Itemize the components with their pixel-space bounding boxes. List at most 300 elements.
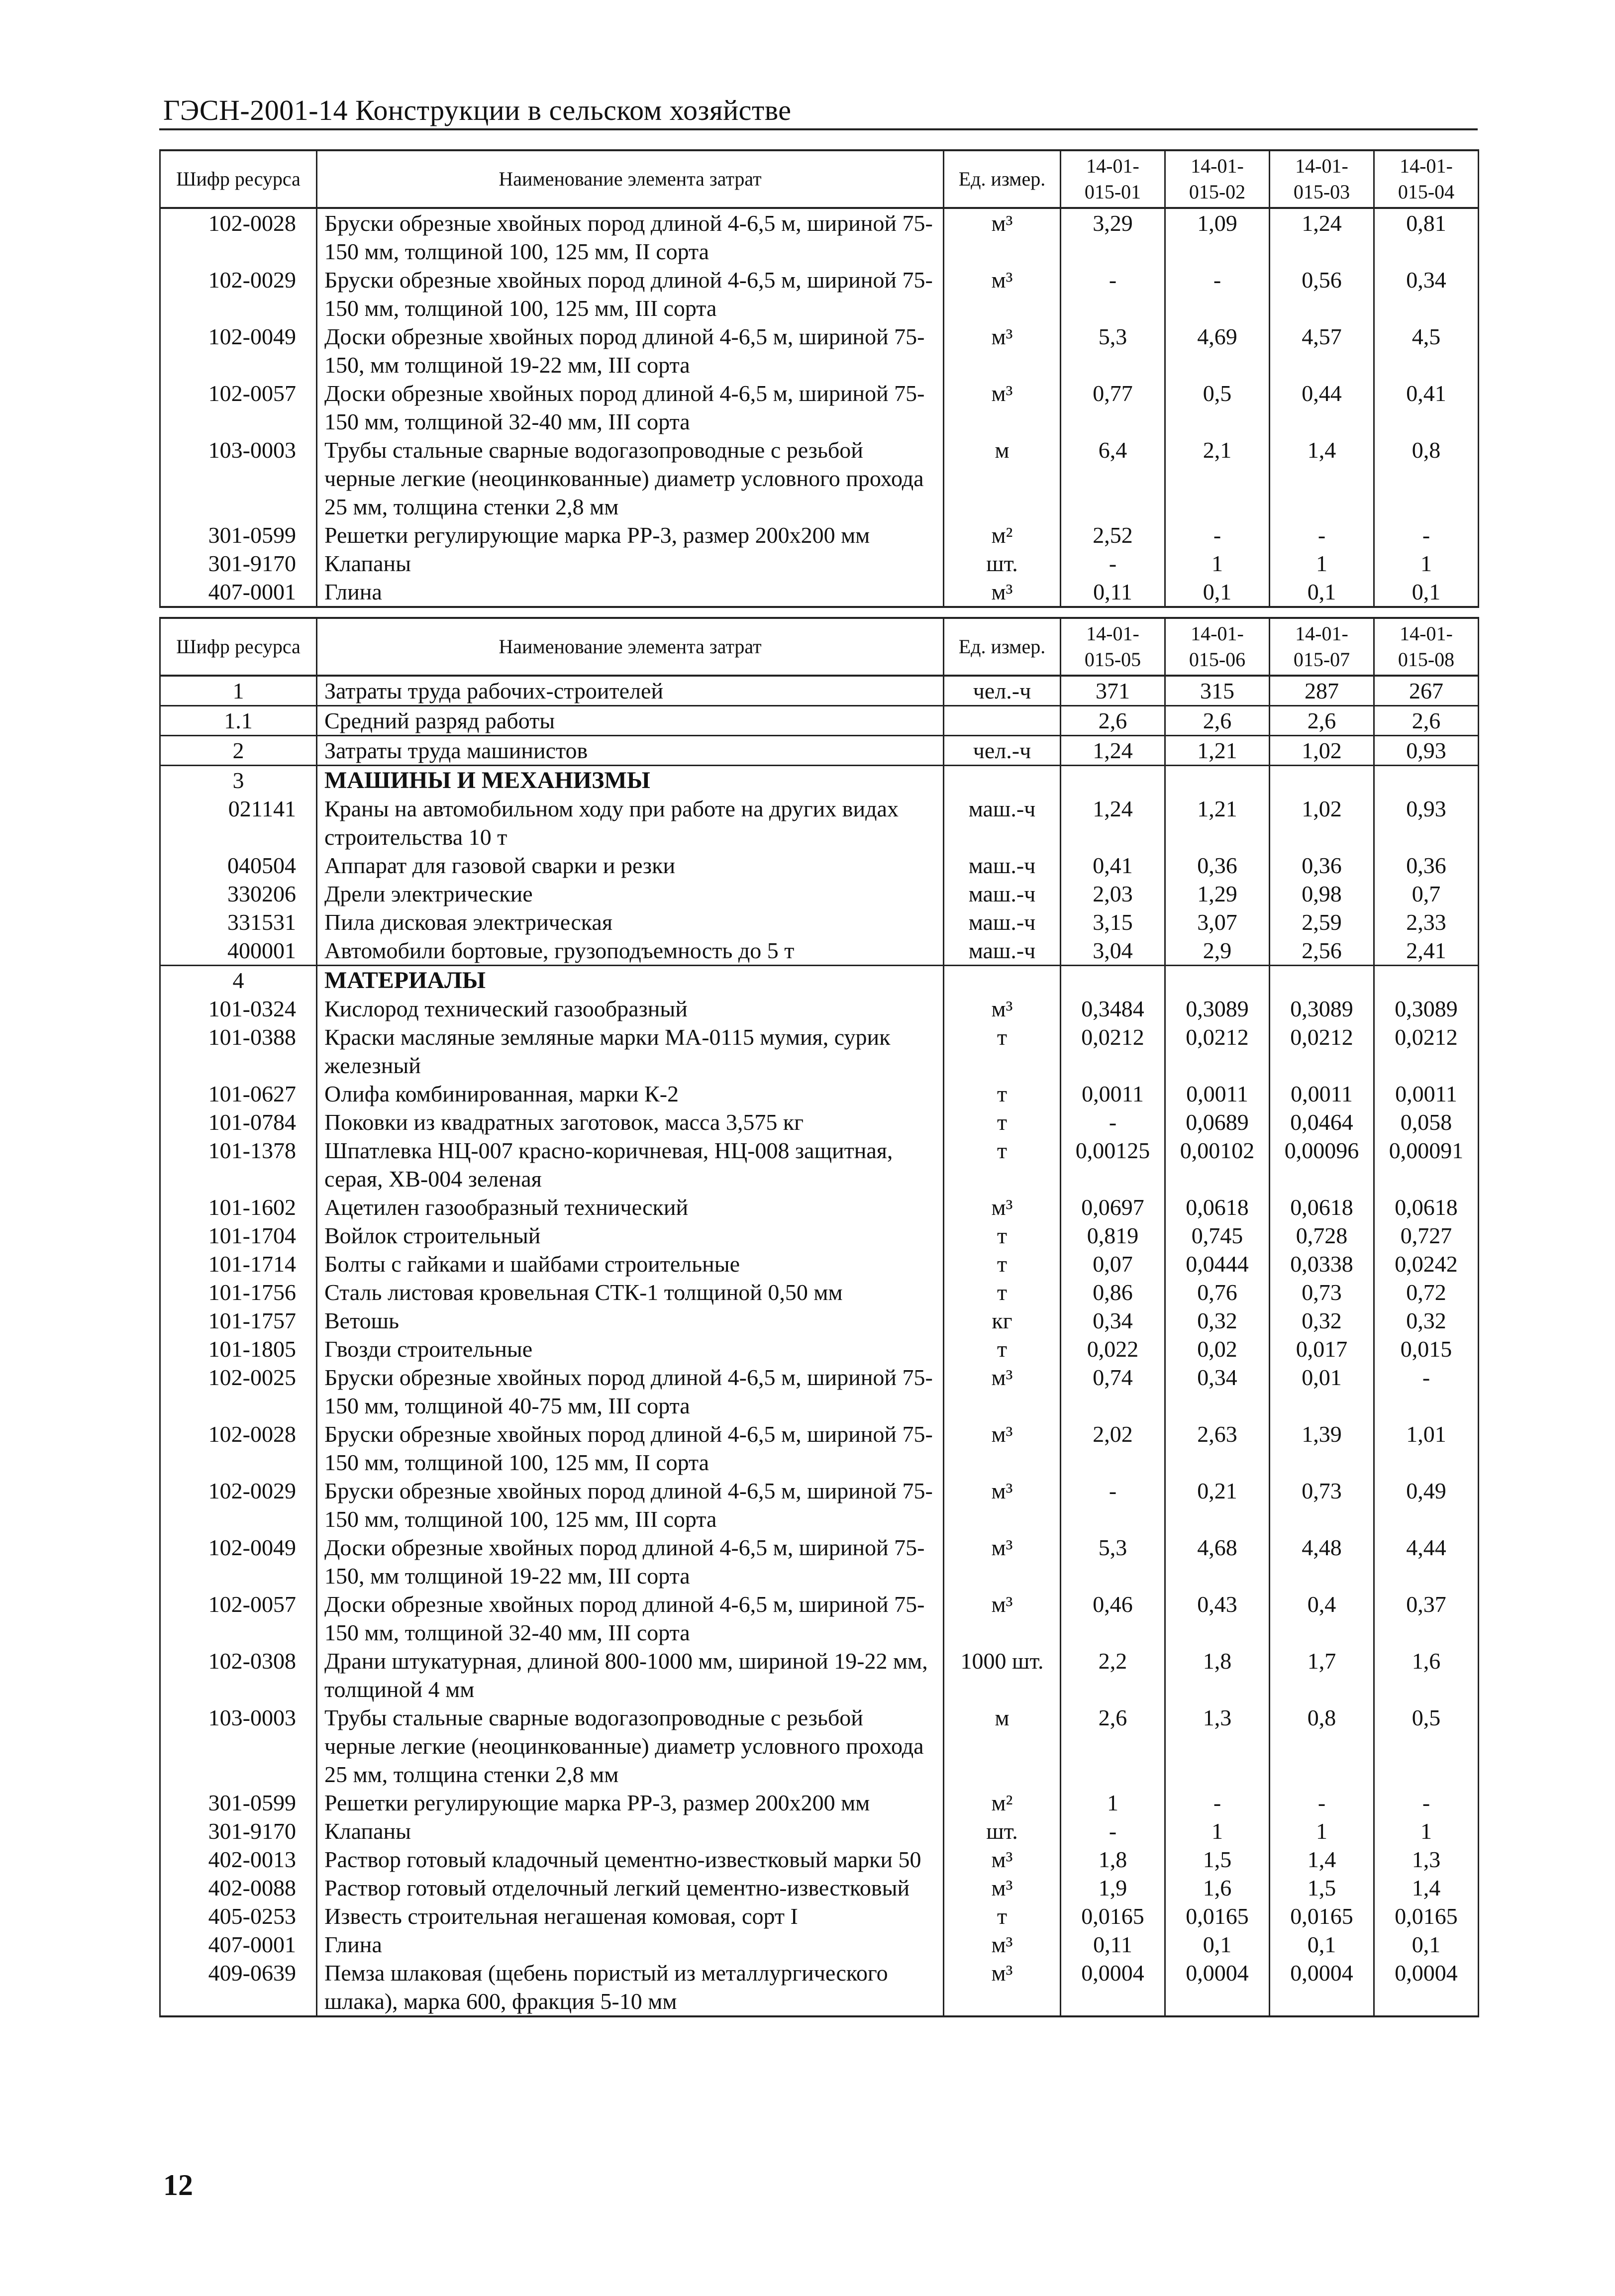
value-cell: 0,76: [1165, 1278, 1270, 1306]
value-cell: 0,0011: [1061, 1080, 1165, 1108]
value-cell: 0,8: [1374, 436, 1479, 521]
value-cell: 0,34: [1165, 1363, 1270, 1420]
value-cell: 1,02: [1270, 736, 1374, 766]
value-cell: 0,72: [1374, 1278, 1479, 1306]
unit-cell: т: [944, 1080, 1061, 1108]
value-cell: 2,33: [1374, 908, 1479, 936]
value-cell: 1,3: [1165, 1703, 1270, 1789]
table-row: [160, 1817, 1479, 1845]
resource-name-cell: Затраты труда машинистов: [317, 736, 944, 766]
value-cell: 5,3: [1061, 1533, 1165, 1590]
value-cell: 2,02: [1061, 1420, 1165, 1477]
table-header-row: [160, 150, 1479, 208]
unit-cell: маш.-ч: [944, 795, 1061, 851]
resource-code-cell: 102-0029: [160, 1477, 317, 1533]
table-row: [160, 936, 1479, 966]
value-cell: 0,0242: [1374, 1250, 1479, 1278]
value-cell: 371: [1061, 676, 1165, 706]
value-cell: 1,4: [1270, 436, 1374, 521]
value-cell: 0,1: [1374, 578, 1479, 607]
resource-name-cell: Бруски обрезные хвойных пород длиной 4-6,5 м, шириной 75-150 мм, толщиной 100, 125 мм, III сорта: [317, 266, 944, 322]
value-cell: 0,0165: [1165, 1902, 1270, 1930]
value-cell: 0,0004: [1374, 1959, 1479, 2016]
header-rule: [159, 128, 1478, 130]
resource-code-cell: 101-1714: [160, 1250, 317, 1278]
table-row: [160, 1902, 1479, 1930]
resource-code-cell: 101-1602: [160, 1193, 317, 1221]
table-row: [160, 1335, 1479, 1363]
value-cell: 0,0444: [1165, 1250, 1270, 1278]
value-cell: 2,6: [1061, 1703, 1165, 1789]
resource-code-cell: 102-0308: [160, 1647, 317, 1703]
header-col-1: 14-01- 015-05: [1061, 618, 1165, 676]
value-cell: -: [1061, 1477, 1165, 1533]
resource-name-cell: Драни штукатурная, длиной 800-1000 мм, шириной 19-22 мм, толщиной 4 мм: [317, 1647, 944, 1703]
resource-name-cell: Известь строительная негашеная комовая, сорт I: [317, 1902, 944, 1930]
resource-name-cell: Сталь листовая кровельная СТК-1 толщиной 0,50 мм: [317, 1278, 944, 1306]
resource-code-cell: 101-1805: [160, 1335, 317, 1363]
value-cell: 2,9: [1165, 936, 1270, 966]
unit-cell: маш.-ч: [944, 908, 1061, 936]
resource-code-cell: 301-9170: [160, 549, 317, 578]
resource-name-cell: Ветошь: [317, 1306, 944, 1335]
value-cell: 2,41: [1374, 936, 1479, 966]
unit-cell: маш.-ч: [944, 936, 1061, 966]
value-cell: 2,2: [1061, 1647, 1165, 1703]
value-cell: 0,56: [1270, 266, 1374, 322]
value-cell: 1: [1270, 1817, 1374, 1845]
value-cell: 0,01: [1270, 1363, 1374, 1420]
value-cell: 1: [1374, 1817, 1479, 1845]
value-cell: 1,21: [1165, 795, 1270, 851]
resource-name-cell: Ацетилен газообразный технический: [317, 1193, 944, 1221]
header-col-3: 14-01- 015-03: [1270, 150, 1374, 208]
value-cell: 0,32: [1270, 1306, 1374, 1335]
resource-code-cell: 021141: [160, 795, 317, 851]
resource-name-cell: Клапаны: [317, 1817, 944, 1845]
value-cell: 0,73: [1270, 1477, 1374, 1533]
resource-name-cell: Бруски обрезные хвойных пород длиной 4-6,5 м, шириной 75-150 мм, толщиной 100, 125 мм, II сорта: [317, 208, 944, 266]
value-cell: 0,0165: [1374, 1902, 1479, 1930]
value-cell: -: [1165, 521, 1270, 549]
unit-cell: м³: [944, 1874, 1061, 1902]
table-row: [160, 1703, 1479, 1789]
value-cell: 0,0689: [1165, 1108, 1270, 1136]
value-cell: 0,5: [1374, 1703, 1479, 1789]
table-row: [160, 1477, 1479, 1533]
value-cell: 0,0212: [1165, 1023, 1270, 1080]
value-cell: 3,15: [1061, 908, 1165, 936]
resource-name-cell: Решетки регулирующие марка РР-3, размер 200х200 мм: [317, 1789, 944, 1817]
value-cell: 2,56: [1270, 936, 1374, 966]
value-cell: 2,52: [1061, 521, 1165, 549]
resource-name-cell: Доски обрезные хвойных пород длиной 4-6,5 м, шириной 75-150, мм толщиной 19-22 мм, III сорта: [317, 1533, 944, 1590]
value-cell: -: [1061, 1817, 1165, 1845]
value-cell: 1,02: [1270, 795, 1374, 851]
resource-name-cell: Трубы стальные сварные водогазопроводные с резьбой черные легкие (неоцинкованные) диаметр условного прохода 25 мм, толщина стенки 2,8 мм: [317, 1703, 944, 1789]
value-cell: 4,69: [1165, 322, 1270, 379]
value-cell: 0,46: [1061, 1590, 1165, 1647]
table-row: [160, 266, 1479, 322]
value-cell: 1,39: [1270, 1420, 1374, 1477]
header-name: Наименование элемента затрат: [317, 150, 944, 208]
resource-code-cell: 102-0049: [160, 1533, 317, 1590]
value-cell: 287: [1270, 676, 1374, 706]
resource-name-cell: Олифа комбинированная, марки К-2: [317, 1080, 944, 1108]
value-cell: 0,21: [1165, 1477, 1270, 1533]
value-cell: 0,022: [1061, 1335, 1165, 1363]
unit-cell: м²: [944, 521, 1061, 549]
value-cell: 0,34: [1374, 266, 1479, 322]
unit-cell: [944, 966, 1061, 995]
value-cell: 1,01: [1374, 1420, 1479, 1477]
resource-code-cell: 102-0057: [160, 1590, 317, 1647]
table-row: [160, 1080, 1479, 1108]
value-cell: 0,0011: [1374, 1080, 1479, 1108]
unit-cell: шт.: [944, 549, 1061, 578]
header-unit: Ед. измер.: [944, 618, 1061, 676]
unit-cell: м³: [944, 322, 1061, 379]
value-cell: [1270, 766, 1374, 795]
table-row: [160, 1647, 1479, 1703]
resource-code-cell: 1: [160, 676, 317, 706]
table-row: [160, 1250, 1479, 1278]
unit-cell: 1000 шт.: [944, 1647, 1061, 1703]
value-cell: 2,6: [1061, 706, 1165, 736]
header-unit: Ед. измер.: [944, 150, 1061, 208]
unit-cell: м³: [944, 1959, 1061, 2016]
resource-code-cell: 331531: [160, 908, 317, 936]
value-cell: 6,4: [1061, 436, 1165, 521]
table-row: [160, 766, 1479, 795]
table-row: [160, 521, 1479, 549]
value-cell: 0,00096: [1270, 1136, 1374, 1193]
table-row: [160, 436, 1479, 521]
value-cell: 0,0618: [1165, 1193, 1270, 1221]
value-cell: 0,1: [1374, 1930, 1479, 1959]
value-cell: 1: [1270, 549, 1374, 578]
resource-name-cell: Пемза шлаковая (щебень пористый из металлургического шлака), марка 600, фракция 5-10 мм: [317, 1959, 944, 2016]
value-cell: 0,058: [1374, 1108, 1479, 1136]
value-cell: 1,5: [1270, 1874, 1374, 1902]
value-cell: 4,68: [1165, 1533, 1270, 1590]
value-cell: 1,29: [1165, 880, 1270, 908]
value-cell: 3,04: [1061, 936, 1165, 966]
value-cell: 0,015: [1374, 1335, 1479, 1363]
table-row: [160, 908, 1479, 936]
resource-name-cell: Доски обрезные хвойных пород длиной 4-6,5 м, шириной 75-150, мм толщиной 19-22 мм, III сорта: [317, 322, 944, 379]
table-row: [160, 1874, 1479, 1902]
value-cell: 0,44: [1270, 379, 1374, 436]
value-cell: 0,5: [1165, 379, 1270, 436]
table-row: [160, 1108, 1479, 1136]
resource-name-cell: Клапаны: [317, 549, 944, 578]
header-col-1: 14-01- 015-01: [1061, 150, 1165, 208]
resource-code-cell: 1.1: [160, 706, 317, 736]
value-cell: 0,0011: [1270, 1080, 1374, 1108]
table-row: [160, 208, 1479, 266]
value-cell: 0,81: [1374, 208, 1479, 266]
resource-name-cell: Поковки из квадратных заготовок, масса 3,575 кг: [317, 1108, 944, 1136]
table-row: [160, 1845, 1479, 1874]
unit-cell: м: [944, 1703, 1061, 1789]
unit-cell: м³: [944, 1477, 1061, 1533]
resource-name-cell: Затраты труда рабочих-строителей: [317, 676, 944, 706]
value-cell: 0,7: [1374, 880, 1479, 908]
value-cell: 0,0212: [1374, 1023, 1479, 1080]
resource-name-cell: Бруски обрезные хвойных пород длиной 4-6,5 м, шириной 75-150 мм, толщиной 40-75 мм, III сорта: [317, 1363, 944, 1420]
value-cell: 2,6: [1374, 706, 1479, 736]
value-cell: 2,6: [1270, 706, 1374, 736]
value-cell: 1,8: [1165, 1647, 1270, 1703]
value-cell: 2,6: [1165, 706, 1270, 736]
value-cell: 1,09: [1165, 208, 1270, 266]
header-col-2: 14-01- 015-02: [1165, 150, 1270, 208]
value-cell: -: [1374, 1363, 1479, 1420]
value-cell: 0,0004: [1165, 1959, 1270, 2016]
resource-code-cell: 101-0784: [160, 1108, 317, 1136]
resource-code-cell: 102-0025: [160, 1363, 317, 1420]
value-cell: 0,11: [1061, 578, 1165, 607]
unit-cell: т: [944, 1278, 1061, 1306]
value-cell: 0,819: [1061, 1221, 1165, 1250]
value-cell: 0,49: [1374, 1477, 1479, 1533]
value-cell: 1,4: [1374, 1874, 1479, 1902]
table-row: [160, 549, 1479, 578]
value-cell: 0,0165: [1061, 1902, 1165, 1930]
value-cell: 0,0697: [1061, 1193, 1165, 1221]
value-cell: 2,03: [1061, 880, 1165, 908]
resource-code-cell: 409-0639: [160, 1959, 317, 2016]
unit-cell: т: [944, 1221, 1061, 1250]
resource-code-cell: 101-0388: [160, 1023, 317, 1080]
resource-name-cell: МАТЕРИАЛЫ: [317, 966, 944, 995]
resource-name-cell: Глина: [317, 578, 944, 607]
value-cell: 1,4: [1270, 1845, 1374, 1874]
value-cell: [1165, 966, 1270, 995]
resource-name-cell: Кислород технический газообразный: [317, 995, 944, 1023]
value-cell: 4,48: [1270, 1533, 1374, 1590]
resource-code-cell: 101-1704: [160, 1221, 317, 1250]
value-cell: 0,00102: [1165, 1136, 1270, 1193]
table-row: [160, 1930, 1479, 1959]
value-cell: -: [1165, 1789, 1270, 1817]
value-cell: 0,41: [1374, 379, 1479, 436]
value-cell: 1,9: [1061, 1874, 1165, 1902]
resource-code-cell: 3: [160, 766, 317, 795]
resource-table-1: [159, 149, 1479, 608]
value-cell: [1061, 766, 1165, 795]
value-cell: 0,36: [1374, 851, 1479, 880]
value-cell: 0,32: [1165, 1306, 1270, 1335]
value-cell: 267: [1374, 676, 1479, 706]
value-cell: 0,0464: [1270, 1108, 1374, 1136]
value-cell: 0,36: [1165, 851, 1270, 880]
unit-cell: т: [944, 1108, 1061, 1136]
unit-cell: м³: [944, 1420, 1061, 1477]
value-cell: 0,3089: [1165, 995, 1270, 1023]
unit-cell: м²: [944, 1789, 1061, 1817]
resource-name-cell: Решетки регулирующие марка РР-3, размер 200х200 мм: [317, 521, 944, 549]
resource-code-cell: 101-1378: [160, 1136, 317, 1193]
value-cell: 0,3484: [1061, 995, 1165, 1023]
resource-code-cell: 400001: [160, 936, 317, 966]
value-cell: [1270, 966, 1374, 995]
unit-cell: м³: [944, 208, 1061, 266]
unit-cell: [944, 766, 1061, 795]
value-cell: 0,93: [1374, 795, 1479, 851]
value-cell: 0,8: [1270, 1703, 1374, 1789]
table-row: [160, 676, 1479, 706]
value-cell: 0,1: [1165, 1930, 1270, 1959]
header-code: Шифр ресурса: [160, 150, 317, 208]
value-cell: [1061, 966, 1165, 995]
value-cell: 0,98: [1270, 880, 1374, 908]
resource-name-cell: Раствор готовый кладочный цементно-известковый марки 50: [317, 1845, 944, 1874]
value-cell: 1,24: [1270, 208, 1374, 266]
value-cell: 0,0011: [1165, 1080, 1270, 1108]
table-row: [160, 1363, 1479, 1420]
value-cell: 0,727: [1374, 1221, 1479, 1250]
resource-name-cell: Трубы стальные сварные водогазопроводные с резьбой черные легкие (неоцинкованные) диаметр условного прохода 25 мм, толщина стенки 2,8 мм: [317, 436, 944, 521]
value-cell: 0,3089: [1374, 995, 1479, 1023]
value-cell: 4,44: [1374, 1533, 1479, 1590]
value-cell: 0,43: [1165, 1590, 1270, 1647]
resource-table-2: [159, 617, 1479, 2017]
value-cell: 1: [1165, 549, 1270, 578]
value-cell: 1,8: [1061, 1845, 1165, 1874]
value-cell: 3,07: [1165, 908, 1270, 936]
value-cell: 1: [1165, 1817, 1270, 1845]
value-cell: 0,32: [1374, 1306, 1479, 1335]
table-row: [160, 578, 1479, 607]
table-row: [160, 795, 1479, 851]
value-cell: -: [1374, 521, 1479, 549]
resource-code-cell: 040504: [160, 851, 317, 880]
table-row: [160, 995, 1479, 1023]
resource-code-cell: 402-0013: [160, 1845, 317, 1874]
resource-name-cell: Аппарат для газовой сварки и резки: [317, 851, 944, 880]
table-row: [160, 1533, 1479, 1590]
value-cell: -: [1061, 266, 1165, 322]
header-col-3: 14-01- 015-07: [1270, 618, 1374, 676]
unit-cell: м³: [944, 266, 1061, 322]
value-cell: 0,3089: [1270, 995, 1374, 1023]
resource-name-cell: Доски обрезные хвойных пород длиной 4-6,5 м, шириной 75-150 мм, толщиной 32-40 мм, III сорта: [317, 1590, 944, 1647]
resource-name-cell: Доски обрезные хвойных пород длиной 4-6,5 м, шириной 75-150 мм, толщиной 32-40 мм, III сорта: [317, 379, 944, 436]
resource-code-cell: 102-0057: [160, 379, 317, 436]
value-cell: 0,0618: [1270, 1193, 1374, 1221]
value-cell: 1,7: [1270, 1647, 1374, 1703]
table-row: [160, 1221, 1479, 1250]
resource-code-cell: 4: [160, 966, 317, 995]
resource-code-cell: 102-0049: [160, 322, 317, 379]
value-cell: 1,21: [1165, 736, 1270, 766]
unit-cell: м³: [944, 995, 1061, 1023]
resource-name-cell: Пила дисковая электрическая: [317, 908, 944, 936]
value-cell: 0,745: [1165, 1221, 1270, 1250]
value-cell: 1,5: [1165, 1845, 1270, 1874]
unit-cell: м³: [944, 1533, 1061, 1590]
value-cell: 1,3: [1374, 1845, 1479, 1874]
header-col-4: 14-01- 015-04: [1374, 150, 1479, 208]
unit-cell: кг: [944, 1306, 1061, 1335]
resource-code-cell: 102-0029: [160, 266, 317, 322]
resource-name-cell: Автомобили бортовые, грузоподъемность до 5 т: [317, 936, 944, 966]
resource-code-cell: 405-0253: [160, 1902, 317, 1930]
value-cell: 0,41: [1061, 851, 1165, 880]
resource-name-cell: Глина: [317, 1930, 944, 1959]
value-cell: 0,0212: [1270, 1023, 1374, 1080]
table-row: [160, 1278, 1479, 1306]
value-cell: 5,3: [1061, 322, 1165, 379]
value-cell: 0,1: [1165, 578, 1270, 607]
value-cell: 0,017: [1270, 1335, 1374, 1363]
value-cell: [1165, 766, 1270, 795]
resource-code-cell: 301-9170: [160, 1817, 317, 1845]
value-cell: 0,0212: [1061, 1023, 1165, 1080]
unit-cell: т: [944, 1023, 1061, 1080]
value-cell: 1,24: [1061, 736, 1165, 766]
resource-code-cell: 102-0028: [160, 1420, 317, 1477]
header-col-2: 14-01- 015-06: [1165, 618, 1270, 676]
value-cell: 315: [1165, 676, 1270, 706]
resource-code-cell: 402-0088: [160, 1874, 317, 1902]
table-row: [160, 736, 1479, 766]
resource-code-cell: 407-0001: [160, 578, 317, 607]
table-row: [160, 1420, 1479, 1477]
value-cell: -: [1061, 1108, 1165, 1136]
value-cell: 0,02: [1165, 1335, 1270, 1363]
value-cell: 0,1: [1270, 1930, 1374, 1959]
resource-name-cell: Болты с гайками и шайбами строительные: [317, 1250, 944, 1278]
unit-cell: т: [944, 1250, 1061, 1278]
unit-cell: м³: [944, 578, 1061, 607]
resource-code-cell: 2: [160, 736, 317, 766]
resource-code-cell: 103-0003: [160, 1703, 317, 1789]
value-cell: 0,36: [1270, 851, 1374, 880]
value-cell: 0,93: [1374, 736, 1479, 766]
resource-name-cell: Гвозди строительные: [317, 1335, 944, 1363]
value-cell: -: [1270, 521, 1374, 549]
page-number: 12: [163, 2169, 193, 2201]
value-cell: 0,0165: [1270, 1902, 1374, 1930]
value-cell: 1,6: [1374, 1647, 1479, 1703]
table-row: [160, 706, 1479, 736]
unit-cell: [944, 706, 1061, 736]
value-cell: 0,00091: [1374, 1136, 1479, 1193]
resource-code-cell: 330206: [160, 880, 317, 908]
resource-name-cell: Раствор готовый отделочный легкий цементно-известковый: [317, 1874, 944, 1902]
value-cell: -: [1061, 549, 1165, 578]
unit-cell: м³: [944, 1930, 1061, 1959]
resource-code-cell: 103-0003: [160, 436, 317, 521]
resource-name-cell: Краны на автомобильном ходу при работе на других видах строительства 10 т: [317, 795, 944, 851]
header-name: Наименование элемента затрат: [317, 618, 944, 676]
unit-cell: т: [944, 1335, 1061, 1363]
unit-cell: м³: [944, 1363, 1061, 1420]
value-cell: [1374, 766, 1479, 795]
unit-cell: маш.-ч: [944, 851, 1061, 880]
value-cell: 1,24: [1061, 795, 1165, 851]
value-cell: 0,4: [1270, 1590, 1374, 1647]
resource-name-cell: Дрели электрические: [317, 880, 944, 908]
value-cell: 0,77: [1061, 379, 1165, 436]
table-row: [160, 1590, 1479, 1647]
unit-cell: чел.-ч: [944, 676, 1061, 706]
value-cell: 0,728: [1270, 1221, 1374, 1250]
value-cell: 0,0004: [1061, 1959, 1165, 2016]
